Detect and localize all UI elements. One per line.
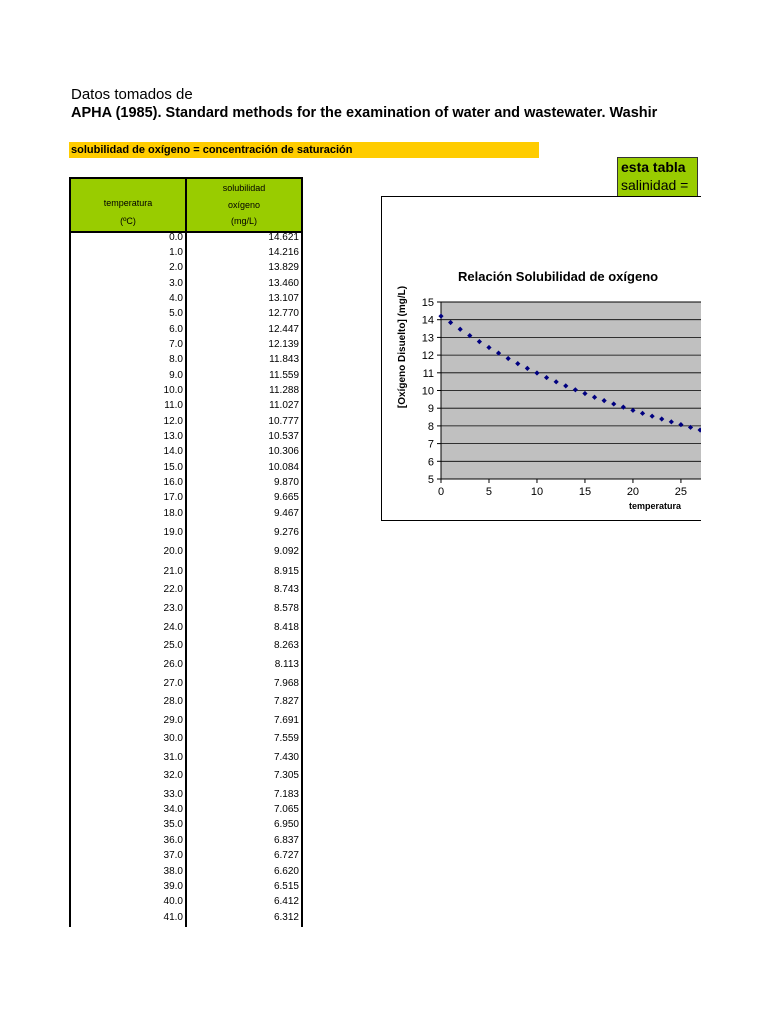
solubility-cell: 11.843 bbox=[269, 354, 299, 365]
solubility-cell: 6.620 bbox=[273, 866, 299, 877]
table-row bbox=[71, 639, 301, 653]
temperature-cell: 9.0 bbox=[169, 370, 183, 381]
y-tick-label: 5 bbox=[427, 474, 434, 486]
temperature-cell: 16.0 bbox=[163, 477, 183, 488]
table-row bbox=[71, 507, 301, 521]
temperature-cell: 3.0 bbox=[169, 278, 183, 289]
table-row bbox=[71, 658, 301, 672]
table-row bbox=[71, 880, 301, 894]
solubility-cell: 7.305 bbox=[273, 770, 299, 781]
y-tick-label: 12 bbox=[421, 350, 434, 363]
table-row bbox=[71, 602, 301, 616]
temperature-cell: 23.0 bbox=[163, 603, 183, 614]
table-row bbox=[71, 677, 301, 691]
temperature-cell: 1.0 bbox=[169, 247, 183, 258]
temperature-cell: 21.0 bbox=[163, 566, 183, 577]
solubility-cell: 8.418 bbox=[273, 622, 299, 633]
source-label: Datos tomados de bbox=[71, 86, 193, 103]
solubility-cell: 11.288 bbox=[269, 385, 299, 396]
solubility-cell: 6.727 bbox=[273, 850, 299, 861]
temperature-cell: 4.0 bbox=[169, 293, 183, 304]
temperature-cell: 20.0 bbox=[163, 546, 183, 557]
temperature-cell: 35.0 bbox=[163, 819, 183, 830]
solubility-cell: 12.770 bbox=[268, 308, 299, 319]
table-row bbox=[71, 911, 301, 925]
table-row bbox=[71, 261, 301, 275]
table-row bbox=[71, 751, 301, 765]
table-row bbox=[71, 545, 301, 559]
info-box-line1: esta tabla bbox=[621, 159, 686, 175]
temperature-cell: 37.0 bbox=[163, 850, 183, 861]
y-tick-label: 13 bbox=[421, 332, 434, 345]
temperature-cell: 39.0 bbox=[163, 881, 183, 892]
solubility-cell: 7.065 bbox=[273, 804, 299, 815]
header-solubility: solubilidad bbox=[222, 183, 266, 193]
header-temperature-unit: (ºC) bbox=[120, 216, 136, 226]
table-row bbox=[71, 788, 301, 802]
solubility-note: solubilidad de oxígeno = concentración de saturación bbox=[69, 142, 539, 158]
table-row bbox=[71, 307, 301, 321]
temperature-cell: 25.0 bbox=[163, 640, 183, 651]
table-row bbox=[71, 430, 301, 444]
table-row bbox=[71, 583, 301, 597]
temperature-cell: 14.0 bbox=[163, 446, 183, 457]
temperature-cell: 30.0 bbox=[163, 733, 183, 744]
solubility-cell: 8.743 bbox=[273, 584, 299, 595]
info-box-line2: salinidad = bbox=[621, 177, 689, 193]
table-row bbox=[71, 769, 301, 783]
table-row bbox=[71, 895, 301, 909]
temperature-cell: 38.0 bbox=[163, 866, 183, 877]
solubility-cell: 10.084 bbox=[268, 462, 299, 473]
table-row bbox=[71, 732, 301, 746]
x-tick-label: 25 bbox=[674, 486, 688, 498]
table-row bbox=[71, 384, 301, 398]
temperature-cell: 24.0 bbox=[163, 622, 183, 633]
solubility-cell: 12.139 bbox=[268, 339, 299, 350]
temperature-cell: 13.0 bbox=[163, 431, 183, 442]
solubility-cell: 6.950 bbox=[273, 819, 299, 830]
y-tick-label: 6 bbox=[427, 456, 434, 469]
solubility-cell: 9.665 bbox=[273, 492, 299, 503]
y-tick-label: 11 bbox=[422, 367, 434, 380]
temperature-cell: 26.0 bbox=[163, 659, 183, 670]
solubility-cell: 10.306 bbox=[268, 446, 299, 457]
y-tick-label: 10 bbox=[421, 385, 434, 398]
temperature-cell: 34.0 bbox=[163, 804, 183, 815]
table-row bbox=[71, 246, 301, 260]
temperature-cell: 36.0 bbox=[163, 835, 183, 846]
x-tick-label: 5 bbox=[485, 486, 493, 498]
table-row bbox=[71, 445, 301, 459]
temperature-cell: 27.0 bbox=[163, 678, 183, 689]
temperature-cell: 2.0 bbox=[169, 262, 183, 273]
temperature-cell: 33.0 bbox=[163, 789, 183, 800]
solubility-cell: 9.092 bbox=[273, 546, 299, 557]
temperature-cell: 40.0 bbox=[163, 896, 183, 907]
table-row bbox=[71, 865, 301, 879]
chart-svg bbox=[382, 197, 701, 521]
table-row bbox=[71, 714, 301, 728]
temperature-cell: 18.0 bbox=[163, 508, 183, 519]
table-row bbox=[71, 834, 301, 848]
temperature-cell: 7.0 bbox=[169, 339, 183, 350]
temperature-cell: 6.0 bbox=[169, 324, 183, 335]
solubility-cell: 10.537 bbox=[268, 431, 299, 442]
temperature-cell: 29.0 bbox=[163, 715, 183, 726]
table-row bbox=[71, 338, 301, 352]
header-solubility-unit: (mg/L) bbox=[230, 216, 257, 226]
x-tick-label: 0 bbox=[437, 486, 445, 498]
solubility-cell: 8.578 bbox=[273, 603, 299, 614]
table-row bbox=[71, 399, 301, 413]
table-row bbox=[71, 277, 301, 291]
solubility-cell: 13.460 bbox=[268, 278, 299, 289]
y-axis-label: [Oxígeno Disuelto] (mg/L) bbox=[397, 285, 408, 409]
table-row bbox=[71, 491, 301, 505]
temperature-cell: 17.0 bbox=[163, 492, 183, 503]
y-tick-label: 9 bbox=[427, 403, 434, 416]
solubility-cell: 7.183 bbox=[273, 789, 299, 800]
table-row bbox=[71, 621, 301, 635]
header-oxygen: oxígeno bbox=[227, 200, 261, 210]
table-row bbox=[71, 231, 301, 245]
x-tick-label: 10 bbox=[530, 486, 544, 498]
x-tick-label: 15 bbox=[578, 486, 592, 498]
temperature-cell: 11.0 bbox=[164, 400, 183, 411]
solubility-cell: 11.027 bbox=[269, 400, 299, 411]
table-row bbox=[71, 803, 301, 817]
solubility-cell: 8.263 bbox=[273, 640, 299, 651]
solubility-table bbox=[69, 177, 303, 927]
x-axis-label: temperatura bbox=[629, 501, 682, 511]
y-tick-label: 8 bbox=[427, 420, 434, 433]
temperature-cell: 8.0 bbox=[169, 354, 183, 365]
table-row bbox=[71, 526, 301, 540]
solubility-cell: 6.412 bbox=[273, 896, 299, 907]
table-row bbox=[71, 353, 301, 367]
temperature-cell: 28.0 bbox=[163, 696, 183, 707]
header-temperature: temperatura bbox=[103, 198, 153, 208]
citation: APHA (1985). Standard methods for the examination of water and wastewater. Washir bbox=[71, 105, 658, 121]
x-tick-label: 20 bbox=[626, 486, 640, 498]
table-row bbox=[71, 292, 301, 306]
temperature-cell: 12.0 bbox=[163, 416, 183, 427]
table-row bbox=[71, 415, 301, 429]
solubility-cell: 12.447 bbox=[268, 324, 299, 335]
table-row bbox=[71, 323, 301, 337]
solubility-cell: 7.691 bbox=[273, 715, 299, 726]
solubility-cell: 6.837 bbox=[273, 835, 299, 846]
table-row bbox=[71, 818, 301, 832]
solubility-cell: 14.216 bbox=[268, 247, 299, 258]
solubility-cell: 13.829 bbox=[268, 262, 299, 273]
temperature-cell: 31.0 bbox=[163, 752, 183, 763]
table-row bbox=[71, 369, 301, 383]
solubility-cell: 9.276 bbox=[273, 527, 299, 538]
solubility-cell: 13.107 bbox=[268, 293, 299, 304]
table-row bbox=[71, 565, 301, 579]
solubility-cell: 11.559 bbox=[269, 370, 299, 381]
temperature-cell: 10.0 bbox=[163, 385, 183, 396]
solubility-cell: 9.467 bbox=[273, 508, 299, 519]
solubility-cell: 7.827 bbox=[273, 696, 299, 707]
solubility-cell: 14.621 bbox=[268, 232, 299, 243]
temperature-cell: 22.0 bbox=[163, 584, 183, 595]
solubility-cell: 9.870 bbox=[273, 477, 299, 488]
y-tick-label: 7 bbox=[427, 438, 434, 451]
y-tick-label: 14 bbox=[421, 314, 434, 327]
solubility-chart bbox=[381, 196, 701, 521]
temperature-cell: 0.0 bbox=[169, 232, 183, 243]
solubility-cell: 8.113 bbox=[274, 659, 299, 670]
solubility-cell: 7.968 bbox=[273, 678, 299, 689]
temperature-cell: 19.0 bbox=[163, 527, 183, 538]
solubility-cell: 10.777 bbox=[268, 416, 299, 427]
temperature-cell: 41.0 bbox=[163, 912, 183, 923]
info-box bbox=[617, 157, 698, 197]
y-tick-label: 15 bbox=[421, 297, 434, 309]
temperature-cell: 15.0 bbox=[163, 462, 183, 473]
solubility-cell: 8.915 bbox=[273, 566, 299, 577]
temperature-cell: 32.0 bbox=[163, 770, 183, 781]
table-row bbox=[71, 476, 301, 490]
temperature-cell: 5.0 bbox=[169, 308, 183, 319]
chart-title: Relación Solubilidad de oxígeno bbox=[458, 269, 659, 284]
solubility-cell: 6.312 bbox=[273, 912, 299, 923]
solubility-cell: 7.559 bbox=[273, 733, 299, 744]
table-row bbox=[71, 461, 301, 475]
table-row bbox=[71, 849, 301, 863]
table-row bbox=[71, 695, 301, 709]
solubility-cell: 7.430 bbox=[273, 752, 299, 763]
solubility-cell: 6.515 bbox=[273, 881, 299, 892]
